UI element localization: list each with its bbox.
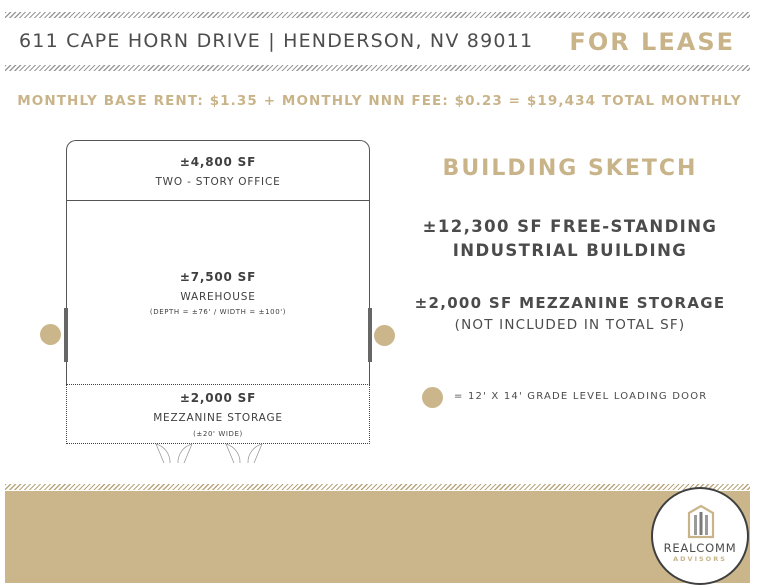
loading-door-left	[64, 308, 68, 362]
legend-dot-icon	[422, 387, 443, 408]
listing-status: FOR LEASE	[569, 28, 735, 56]
entry-doors-icon	[150, 443, 270, 467]
loading-door-right	[368, 308, 372, 362]
mezzanine-label: MEZZANINE STORAGE	[153, 412, 283, 424]
logo-name: REALCOMM	[663, 541, 737, 555]
header-top-stripe	[5, 12, 750, 18]
office-area: ±4,800 SF	[179, 155, 257, 169]
header-bottom-stripe	[5, 65, 750, 71]
sketch-heading: BUILDING SKETCH	[442, 156, 698, 181]
footer-band	[5, 491, 750, 583]
floor-plan	[66, 140, 370, 444]
building-size	[385, 215, 755, 263]
warehouse-area: ±7,500 SF	[179, 270, 257, 284]
office-label: TWO - STORY OFFICE	[155, 176, 281, 188]
warehouse-label: WAREHOUSE	[180, 291, 256, 303]
office-divider	[66, 200, 370, 201]
mezzanine-size: ±2,000 SF MEZZANINE STORAGE	[414, 294, 726, 312]
warehouse-dimensions: (DEPTH = ±76' / WIDTH = ±100')	[149, 308, 287, 316]
rent-summary: MONTHLY BASE RENT: $1.35 + MONTHLY NNN FEE: $0.23 = $19,434 TOTAL MONTHLY	[17, 93, 742, 109]
building-size-line1: ±12,300 SF FREE-STANDING	[422, 217, 718, 236]
company-logo	[651, 487, 749, 585]
loading-door-marker-left	[40, 324, 61, 345]
legend-label: = 12' X 14' GRADE LEVEL LOADING DOOR	[454, 391, 708, 402]
mezzanine-area: ±2,000 SF	[179, 391, 257, 405]
logo-subtitle: ADVISORS	[673, 555, 727, 563]
building-size-line2: INDUSTRIAL BUILDING	[452, 241, 688, 260]
building-logo-icon	[686, 503, 716, 539]
mezzanine-width: (±20' WIDE)	[193, 430, 243, 438]
property-address: 611 CAPE HORN DRIVE | HENDERSON, NV 89011	[19, 30, 534, 52]
mezzanine-note: (NOT INCLUDED IN TOTAL SF)	[454, 317, 686, 333]
footer-stripe	[5, 484, 750, 490]
